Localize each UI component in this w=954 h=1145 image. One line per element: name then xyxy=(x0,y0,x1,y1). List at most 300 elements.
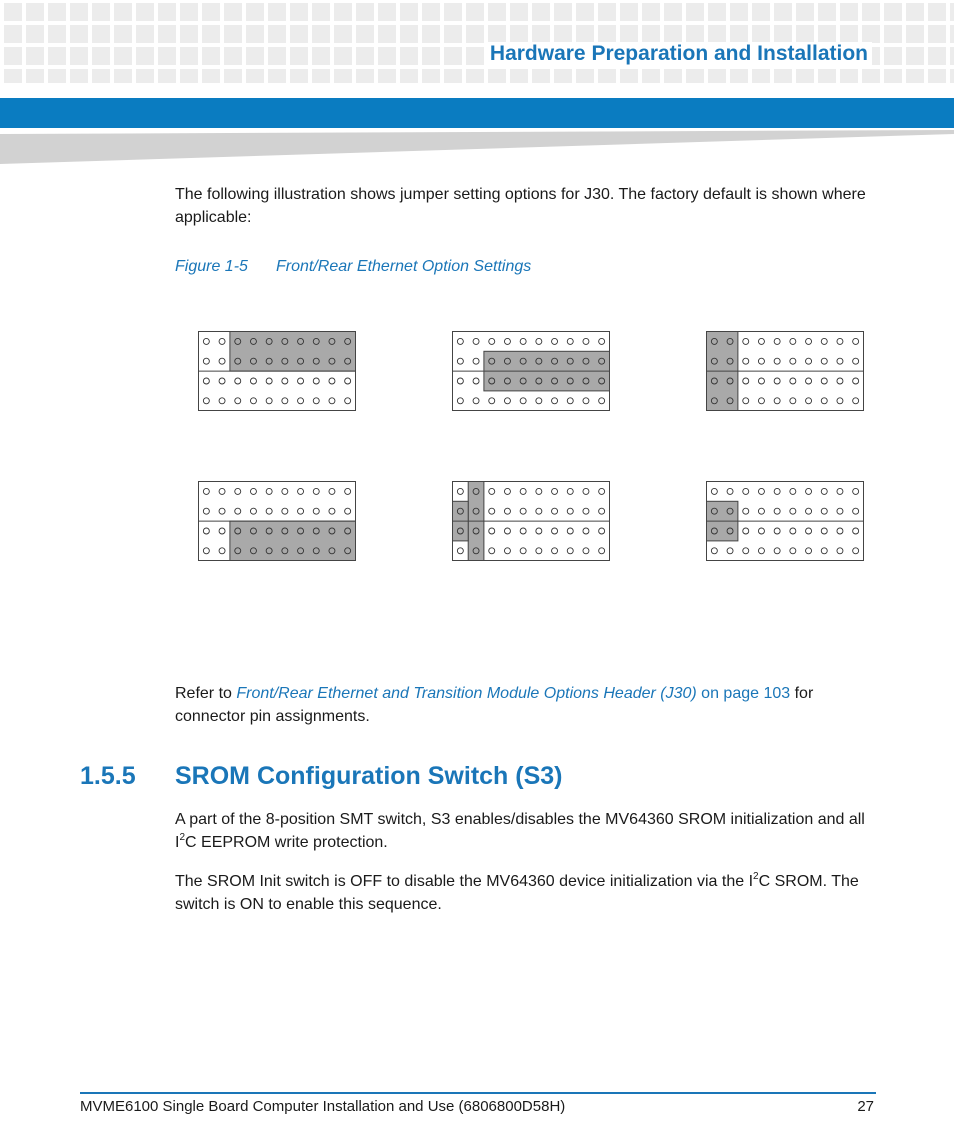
header-pattern-square xyxy=(48,47,66,65)
jumper-pin xyxy=(329,508,335,514)
jumper-pin xyxy=(806,378,812,384)
jumper-pin xyxy=(235,378,241,384)
header-pattern-square xyxy=(180,3,198,21)
header-pattern-square xyxy=(378,3,396,21)
jumper-pin xyxy=(536,488,542,494)
header-pattern-square xyxy=(444,47,462,65)
jumper-pin xyxy=(203,338,209,344)
header-pattern-square xyxy=(246,69,264,83)
jumper-pin xyxy=(837,378,843,384)
jumper-pin xyxy=(250,398,256,404)
page-number: 27 xyxy=(857,1098,874,1115)
header-pattern-square xyxy=(246,25,264,43)
refer-suffix: for connector pin assignments. xyxy=(175,685,814,725)
jumper-pin xyxy=(457,338,463,344)
jumper-pin xyxy=(711,488,717,494)
header-pattern-square xyxy=(26,3,44,21)
header-pattern-square xyxy=(774,25,792,43)
header-pattern-square xyxy=(730,25,748,43)
paragraph-s3-description xyxy=(175,808,880,854)
refer-prefix: Refer to xyxy=(175,685,237,702)
header-pattern-square xyxy=(664,69,682,83)
jumper-pin xyxy=(743,508,749,514)
para1-text-a: A part of the 8-position SMT switch, S3 enables/disables the MV64360 SROM initialization and all I xyxy=(175,811,865,851)
jumper-block xyxy=(706,331,864,411)
jumper-pin xyxy=(837,488,843,494)
jumper-pin xyxy=(853,378,859,384)
jumper-pin xyxy=(536,338,542,344)
jumper-pin xyxy=(203,508,209,514)
jumper-pin xyxy=(282,488,288,494)
header-pattern-square xyxy=(554,69,572,83)
header-pattern-square xyxy=(136,25,154,43)
header-pattern-square xyxy=(554,25,572,43)
header-pattern-square xyxy=(686,25,704,43)
jumper-pin xyxy=(552,488,558,494)
intro-paragraph: The following illustration shows jumper setting options for J30. The factory default is shown where applicable: xyxy=(175,186,866,226)
jumper-pin xyxy=(758,378,764,384)
section-title: SROM Configuration Switch (S3) xyxy=(175,762,563,790)
jumper-pin xyxy=(250,508,256,514)
jumper-pin xyxy=(504,338,510,344)
header-pattern-square xyxy=(906,25,924,43)
para2-text-a: The SROM Init switch is OFF to disable the MV64360 device initialization via the I xyxy=(175,873,754,890)
jumper-pin xyxy=(806,398,812,404)
header-pattern-square xyxy=(268,47,286,65)
header-pattern-square xyxy=(862,3,880,21)
header-pattern-square xyxy=(290,47,308,65)
jumper-pin xyxy=(457,358,463,364)
jumper-pin xyxy=(219,338,225,344)
header-pattern-square xyxy=(92,69,110,83)
header-pattern-square xyxy=(532,69,550,83)
page-reference-link[interactable]: on page 103 xyxy=(696,685,791,702)
jumper-pin xyxy=(489,398,495,404)
jumper-pin xyxy=(743,548,749,554)
jumper-pin xyxy=(552,398,558,404)
header-pattern-square xyxy=(796,69,814,83)
jumper-pin xyxy=(219,398,225,404)
header-pattern-square xyxy=(114,25,132,43)
jumper-pin xyxy=(345,508,351,514)
jumper-pin xyxy=(743,398,749,404)
header-pattern-square xyxy=(312,25,330,43)
header-pattern-square xyxy=(4,47,22,65)
jumper-pin xyxy=(583,488,589,494)
jumper-pin xyxy=(821,528,827,534)
header-pattern-square xyxy=(290,3,308,21)
header-pattern-square xyxy=(356,25,374,43)
header-pattern-square xyxy=(818,3,836,21)
header-pattern-square xyxy=(422,3,440,21)
jumper-pin xyxy=(552,508,558,514)
jumper-pin xyxy=(298,378,304,384)
jumper-pin xyxy=(473,398,479,404)
header-pattern-square xyxy=(378,25,396,43)
header-pattern-square xyxy=(642,3,660,21)
jumper-pin xyxy=(489,528,495,534)
header-pattern-square xyxy=(488,69,506,83)
jumper-pin xyxy=(489,338,495,344)
jumper-pin xyxy=(345,488,351,494)
jumper-pin xyxy=(552,338,558,344)
jumper-pin xyxy=(790,358,796,364)
jumper-pin xyxy=(774,338,780,344)
jumper-pin xyxy=(266,398,272,404)
header-pattern-square xyxy=(312,3,330,21)
header-pattern-square xyxy=(334,3,352,21)
jumper-pin xyxy=(583,338,589,344)
header-pattern-square xyxy=(796,25,814,43)
paragraph-srom-init xyxy=(175,870,880,916)
jumper-pin xyxy=(520,338,526,344)
jumper-block xyxy=(452,331,610,411)
jumper-block xyxy=(198,481,356,561)
jumper-pin xyxy=(235,488,241,494)
header-pattern-square xyxy=(466,69,484,83)
jumper-pin xyxy=(567,508,573,514)
header-pattern-square xyxy=(4,3,22,21)
header-pattern-square xyxy=(730,69,748,83)
jumper-pin xyxy=(806,528,812,534)
header-pattern-square xyxy=(48,69,66,83)
jumper-pin xyxy=(853,338,859,344)
header-pattern-square xyxy=(70,25,88,43)
header-pattern-square xyxy=(4,69,22,83)
jumper-pin xyxy=(837,358,843,364)
header-pattern-square xyxy=(466,25,484,43)
jumper-pin xyxy=(219,358,225,364)
header-pattern-square xyxy=(840,25,858,43)
header-pattern-square xyxy=(510,3,528,21)
jumper-pin xyxy=(329,378,335,384)
jumper-pin xyxy=(837,338,843,344)
header-pattern-square xyxy=(422,25,440,43)
header-pattern-square xyxy=(642,25,660,43)
header-pattern-square xyxy=(4,25,22,43)
jumper-pin xyxy=(821,378,827,384)
jumper-pin xyxy=(457,378,463,384)
header-pattern-square xyxy=(422,69,440,83)
jumper-pin xyxy=(235,508,241,514)
jumper-pin xyxy=(821,398,827,404)
jumper-pin xyxy=(473,378,479,384)
header-pattern-square xyxy=(26,47,44,65)
jumper-pin xyxy=(567,398,573,404)
jumper-pin xyxy=(552,548,558,554)
jumper-pin xyxy=(313,488,319,494)
header-pattern-square xyxy=(686,69,704,83)
jumper-pin xyxy=(329,398,335,404)
header-pattern-square xyxy=(466,47,484,65)
jumper-pin xyxy=(790,528,796,534)
header-pattern-square xyxy=(224,69,242,83)
header-pattern-square xyxy=(730,3,748,21)
jumper-pin xyxy=(298,508,304,514)
jumper-pin xyxy=(758,398,764,404)
jumper-pin xyxy=(774,378,780,384)
jumper-pin xyxy=(758,528,764,534)
jumper-pin xyxy=(520,548,526,554)
jumper-pin xyxy=(203,358,209,364)
header-pattern-square xyxy=(466,3,484,21)
header-pattern-square xyxy=(158,25,176,43)
header-pattern-square xyxy=(180,69,198,83)
header-pattern-square xyxy=(774,3,792,21)
jumper-pin xyxy=(345,378,351,384)
jumper-pin xyxy=(583,548,589,554)
header-pattern-square xyxy=(620,25,638,43)
jumper-pin xyxy=(520,488,526,494)
header-pattern-square xyxy=(532,25,550,43)
header-pattern-square xyxy=(488,3,506,21)
header-pattern-square xyxy=(224,3,242,21)
cross-reference-link[interactable]: Front/Rear Ethernet and Transition Module Options Header (J30) xyxy=(236,685,697,702)
header-pattern-square xyxy=(400,25,418,43)
header-pattern-square xyxy=(928,47,946,65)
header-pattern-square xyxy=(202,69,220,83)
jumper-pin xyxy=(520,528,526,534)
jumper-pin xyxy=(743,378,749,384)
header-pattern-square xyxy=(48,3,66,21)
jumper-pin xyxy=(298,398,304,404)
jumper-pin xyxy=(313,508,319,514)
jumper-pin xyxy=(743,488,749,494)
header-pattern-square xyxy=(180,25,198,43)
jumper-pin xyxy=(520,398,526,404)
jumper-pin xyxy=(504,508,510,514)
jumper-pin xyxy=(583,508,589,514)
header-pattern-square xyxy=(554,3,572,21)
header-blue-bar xyxy=(0,98,954,128)
jumper-pin xyxy=(774,528,780,534)
jumper-pin xyxy=(298,488,304,494)
jumper-pin xyxy=(774,398,780,404)
jumper-pin xyxy=(203,398,209,404)
header-pattern-square xyxy=(70,69,88,83)
jumper-pin xyxy=(853,358,859,364)
jumper-pin xyxy=(266,378,272,384)
header-pattern-square xyxy=(818,69,836,83)
header-pattern-square xyxy=(642,69,660,83)
header-pattern-square xyxy=(378,69,396,83)
header-pattern-square xyxy=(136,47,154,65)
jumper-pin xyxy=(790,548,796,554)
header-pattern-square xyxy=(884,47,902,65)
jumper-pin xyxy=(837,548,843,554)
jumper-pin xyxy=(266,508,272,514)
header-pattern-square xyxy=(906,47,924,65)
header-pattern-square xyxy=(840,69,858,83)
jumper-pin xyxy=(837,528,843,534)
jumper-pin xyxy=(567,488,573,494)
header-pattern-square xyxy=(92,25,110,43)
header-pattern-square xyxy=(268,25,286,43)
header-pattern-square xyxy=(92,3,110,21)
header-pattern-square xyxy=(312,69,330,83)
header-pattern-square xyxy=(70,47,88,65)
running-header-title: Hardware Preparation and Installation xyxy=(486,42,872,66)
jumper-pin xyxy=(250,488,256,494)
header-pattern-square xyxy=(884,69,902,83)
header-pattern-square xyxy=(224,47,242,65)
header-pattern-square xyxy=(400,3,418,21)
jumper-pin xyxy=(489,508,495,514)
refer-paragraph xyxy=(175,682,875,728)
section-number: 1.5.5 xyxy=(80,762,136,790)
jumper-pin xyxy=(313,378,319,384)
header-pattern-square xyxy=(840,3,858,21)
header-pattern-square xyxy=(686,3,704,21)
header-pattern-square xyxy=(818,25,836,43)
jumper-pin xyxy=(536,528,542,534)
jumper-pin xyxy=(774,358,780,364)
header-pattern-square xyxy=(950,47,954,65)
header-pattern-square xyxy=(708,25,726,43)
jumper-pin xyxy=(790,338,796,344)
jumper-pin xyxy=(504,528,510,534)
jumper-pin xyxy=(203,548,209,554)
header-pattern-square xyxy=(114,69,132,83)
jumper-pin xyxy=(743,358,749,364)
para2-superscript: 2 xyxy=(753,871,759,882)
header-pattern-square xyxy=(290,69,308,83)
header-pattern-square xyxy=(664,25,682,43)
jumper-pin xyxy=(457,548,463,554)
jumper-pin xyxy=(504,398,510,404)
jumper-pin xyxy=(504,488,510,494)
header-pattern-square xyxy=(906,3,924,21)
header-pattern-square xyxy=(268,69,286,83)
jumper-pin xyxy=(567,548,573,554)
header-pattern-square xyxy=(576,25,594,43)
header-pattern-square xyxy=(950,3,954,21)
header-pattern-square xyxy=(356,69,374,83)
figure-number: Figure 1-5 xyxy=(175,258,248,275)
jumper-pin xyxy=(203,528,209,534)
jumper-pin xyxy=(219,528,225,534)
jumper-pin xyxy=(599,338,605,344)
figure-title: Front/Rear Ethernet Option Settings xyxy=(276,258,532,275)
jumper-pin xyxy=(821,358,827,364)
jumper-pin xyxy=(329,488,335,494)
header-pattern-square xyxy=(708,69,726,83)
jumper-pin xyxy=(457,398,463,404)
header-pattern-square xyxy=(444,69,462,83)
jumper-pin xyxy=(266,488,272,494)
header-pattern-square xyxy=(928,69,946,83)
jumper-pin xyxy=(774,548,780,554)
header-pattern-square xyxy=(444,25,462,43)
header-pattern-square xyxy=(444,3,462,21)
para2-text-b: C SROM. The switch is ON to enable this sequence. xyxy=(175,873,859,913)
header-pattern-square xyxy=(576,69,594,83)
jumper-pin xyxy=(821,508,827,514)
jumper-pin xyxy=(473,358,479,364)
jumper-pin xyxy=(853,508,859,514)
header-pattern-square xyxy=(334,47,352,65)
para1-text-b: C EEPROM write protection. xyxy=(185,834,388,851)
header-pattern-square xyxy=(246,47,264,65)
jumper-pin xyxy=(457,488,463,494)
jumper-pin xyxy=(219,508,225,514)
header-pattern-square xyxy=(620,69,638,83)
header-pattern-square xyxy=(48,25,66,43)
jumper-pin xyxy=(536,508,542,514)
header-pattern-square xyxy=(884,3,902,21)
header-pattern-square xyxy=(246,3,264,21)
jumper-block xyxy=(706,481,864,561)
header-pattern-square xyxy=(752,69,770,83)
jumper-pin xyxy=(727,548,733,554)
jumper-pin xyxy=(758,488,764,494)
jumper-pin xyxy=(599,528,605,534)
header-pattern-square xyxy=(620,3,638,21)
header-pattern-square xyxy=(334,25,352,43)
jumper-pin xyxy=(806,508,812,514)
header-pattern-square xyxy=(862,25,880,43)
header-pattern-square xyxy=(180,47,198,65)
jumper-pin xyxy=(806,358,812,364)
para1-superscript: 2 xyxy=(179,832,186,843)
jumper-pin xyxy=(599,488,605,494)
jumper-pin xyxy=(583,398,589,404)
header-pattern-square xyxy=(752,3,770,21)
jumper-pin xyxy=(599,508,605,514)
jumper-pin xyxy=(727,488,733,494)
jumper-pin xyxy=(235,398,241,404)
header-pattern-square xyxy=(708,3,726,21)
jumper-pin xyxy=(473,338,479,344)
jumper-pin xyxy=(774,488,780,494)
header-pattern-square xyxy=(202,47,220,65)
jumper-pin xyxy=(552,528,558,534)
jumper-pin xyxy=(599,548,605,554)
jumper-pin xyxy=(219,548,225,554)
jumper-pin xyxy=(821,338,827,344)
jumper-block xyxy=(452,481,610,561)
jumper-pin xyxy=(489,488,495,494)
header-pattern-square xyxy=(400,47,418,65)
jumper-pin xyxy=(520,508,526,514)
jumper-pin xyxy=(853,398,859,404)
jumper-pin xyxy=(758,338,764,344)
jumper-pin xyxy=(536,548,542,554)
jumper-pin xyxy=(758,358,764,364)
header-pattern-square xyxy=(950,25,954,43)
jumper-pin xyxy=(837,508,843,514)
header-pattern-square xyxy=(356,3,374,21)
jumper-pin xyxy=(599,398,605,404)
jumper-pin xyxy=(313,398,319,404)
header-pattern-square xyxy=(290,25,308,43)
header-pattern-square xyxy=(906,69,924,83)
jumper-pin xyxy=(743,338,749,344)
jumper-pin xyxy=(567,528,573,534)
figure-caption xyxy=(175,258,531,276)
jumper-pin xyxy=(853,528,859,534)
jumper-pin xyxy=(345,398,351,404)
header-pattern-square xyxy=(312,47,330,65)
jumper-pin xyxy=(489,548,495,554)
jumper-pin xyxy=(282,508,288,514)
header-pattern-square xyxy=(114,47,132,65)
header-pattern-square xyxy=(532,3,550,21)
footer-rule xyxy=(80,1092,876,1094)
header-pattern-square xyxy=(224,25,242,43)
header-pattern-square xyxy=(510,25,528,43)
jumper-pin xyxy=(806,488,812,494)
